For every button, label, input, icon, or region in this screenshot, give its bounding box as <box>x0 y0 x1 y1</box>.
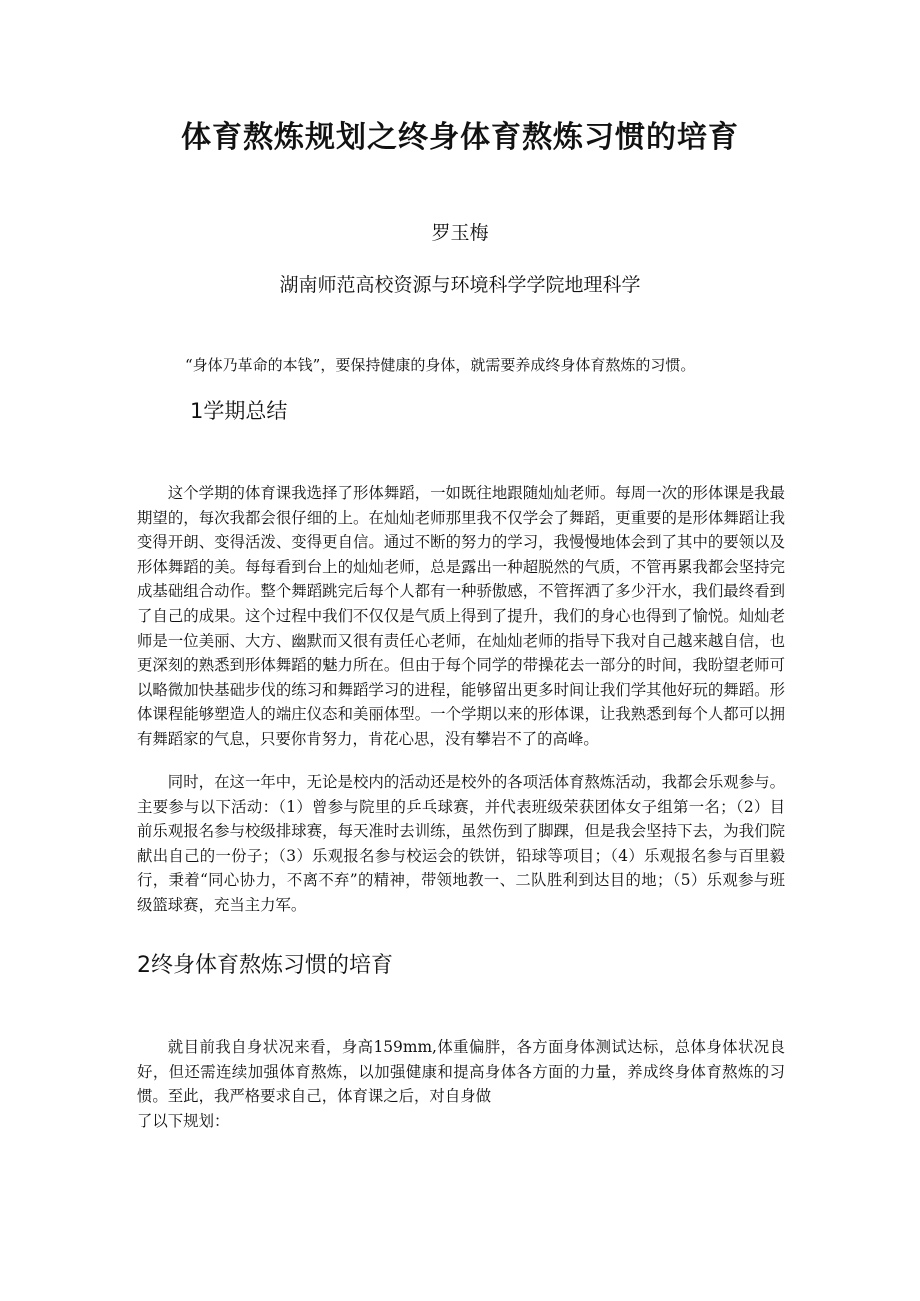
section-1-heading: 1学期总结 <box>190 399 288 423</box>
section-2-paragraph: 就目前我自身状况来看，身高159mm,体重偏胖，各方面身体测试达标，总体身体状况良好，但还需连续加强体育熬炼，以加强健康和提高身体各方面的力量，养成终身体育熬炼的习惯。至此，我严格要求自己，体育课之后，对自身做 <box>137 1038 785 1106</box>
opening-quote: “身体乃革命的本钱”，要保持健康的身体，就需要养成终身体育熬炼的习惯。 <box>185 356 696 374</box>
section-1-paragraph-1: 这个学期的体育课我选择了形体舞蹈，一如既往地跟随灿灿老师。每周一次的形体课是我最期望的，每次我都会很仔细的上。在灿灿老师那里我不仅学会了舞蹈，更重要的是形体舞蹈让我变得开朗、变得活泼、变得更自信。通过不断的努力的学习，我慢慢地体会到了其中的要领以及形体舞蹈的美。每每看到台上的灿灿老师，总是露出一种超脱然的气质，不管再累我都会坚持完成基础组合动作。整个舞蹈跳完后每个人都有一种骄傲感，不管挥洒了多少汗水，我们最终看到了自己的成果。这个过程中我们不仅仅是气质上得到了提升，我们的身心也得到了愉悦。灿灿老师是一位美丽、大方、幽默而又很有责任心老师，在灿灿老师的指导下我对自己越来越自信，也更深刻的熟悉到形体舞蹈的魅力所在。但由于每个同学的带操花去一部分的时间，我盼望老师可以略微加快基础步伐的练习和舞蹈学习的进程，能够留出更多时间让我们学其他好玩的舞蹈。形体课程能够塑造人的端庄仪态和美丽体型。一个学期以来的形体课，让我熟悉到每个人都可以拥有舞蹈家的气息，只要你肯努力，肯花心思，没有攀岩不了的高峰。 <box>137 484 785 748</box>
section-2-heading: 2终身体育熬炼习惯的培育 <box>137 953 393 978</box>
section-1-paragraph-2: 同时，在这一年中，无论是校内的活动还是校外的各项活体育熬炼活动，我都会乐观参与。主要参与以下活动：（1）曾参与院里的乒乓球赛，并代表班级荣获团体女子组第一名；（2）目前乐观报名参与校级排球赛，每天准时去训练，虽然伤到了脚踝，但是我会坚持下去，为我们院献出自己的一份子；（3）乐观报名参与校运会的铁饼，铅球等项目；（4）乐观报名参与百里毅行，秉着“同心协力，不离不弃”的精神，带领地教一、二队胜利到达目的地；（5）乐观参与班级篮球赛，充当主力军。 <box>137 773 785 914</box>
author-name: 罗玉梅 <box>431 222 489 244</box>
section-2-continuation: 了以下规划： <box>137 1112 230 1130</box>
document-title: 体育熬炼规划之终身体育熬炼习惯的培育 <box>181 120 739 155</box>
author-affiliation: 湖南师范高校资源与环境科学学院地理科学 <box>279 274 641 296</box>
